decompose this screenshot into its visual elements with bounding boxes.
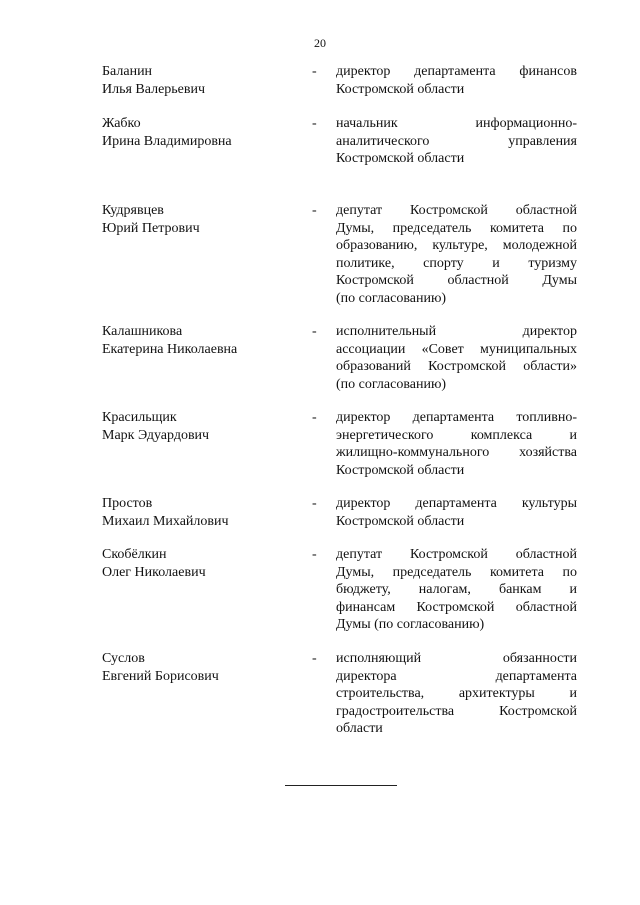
- role-line: Костромской области: [336, 462, 465, 478]
- role-line: исполняющий обязанности: [336, 651, 577, 666]
- member-given-name: Екатерина Николаевна: [102, 341, 238, 357]
- separator-dash: -: [312, 496, 317, 511]
- member-given-name: Олег Николаевич: [102, 564, 206, 580]
- member-name: [102, 546, 307, 581]
- role-line: жилищно-коммунального хозяйства: [336, 445, 577, 460]
- role-line: (по согласованию): [336, 290, 447, 306]
- role-line: образований Костромской области»: [336, 359, 577, 374]
- role-line: Думы, председатель комитета по: [336, 564, 577, 580]
- role-line: энергетического комплекса и: [336, 427, 577, 443]
- role-line: депутат Костромской областной: [336, 547, 577, 562]
- role-line: исполнительный директор: [336, 324, 577, 339]
- role-line: области: [336, 721, 383, 736]
- role-line: политике, спорту и туризму: [336, 255, 577, 271]
- member-role: [336, 115, 577, 168]
- member-role: [336, 63, 577, 98]
- member-role: [336, 323, 577, 393]
- role-line: директор департамента культуры: [336, 496, 577, 511]
- role-line: ассоциации «Совет муниципальных: [336, 341, 577, 357]
- member-given-name: Михаил Михайлович: [102, 513, 229, 529]
- member-surname: Жабко: [102, 116, 141, 131]
- member-name: [102, 202, 307, 237]
- role-line: депутат Костромской областной: [336, 203, 577, 218]
- member-surname: Скобёлкин: [102, 547, 167, 562]
- separator-dash: -: [312, 651, 317, 666]
- separator-dash: -: [312, 203, 317, 218]
- member-name: [102, 323, 307, 358]
- member-given-name: Евгений Борисович: [102, 668, 219, 684]
- role-line: Костромской области: [336, 151, 465, 166]
- separator-dash: -: [312, 116, 317, 131]
- member-name: [102, 409, 307, 444]
- role-line: строительства, архитектуры и: [336, 686, 577, 701]
- member-name: [102, 650, 307, 685]
- separator-dash: -: [312, 324, 317, 339]
- member-role: [336, 546, 577, 634]
- role-line: директор департамента финансов: [336, 64, 577, 79]
- role-line: Костромской областной Думы: [336, 273, 577, 288]
- member-surname: Суслов: [102, 651, 145, 666]
- member-role: [336, 202, 577, 307]
- separator-dash: -: [312, 410, 317, 425]
- role-line: Костромской области: [336, 81, 465, 97]
- role-line: аналитического управления: [336, 133, 577, 149]
- separator-dash: -: [312, 547, 317, 562]
- member-given-name: Марк Эдуардович: [102, 427, 210, 443]
- member-name: [102, 115, 307, 150]
- member-surname: Кудрявцев: [102, 203, 164, 218]
- member-role: [336, 409, 577, 479]
- member-surname: Красильщик: [102, 410, 177, 425]
- role-line: градостроительства Костромской: [336, 703, 577, 719]
- end-of-list-rule: [285, 785, 397, 786]
- role-line: директор департамента топливно-: [336, 410, 577, 425]
- member-role: [336, 650, 577, 738]
- role-line: Костромской области: [336, 513, 465, 529]
- member-surname: Калашникова: [102, 324, 183, 339]
- role-line: директора департамента: [336, 668, 577, 684]
- member-given-name: Ирина Владимировна: [102, 133, 232, 149]
- role-line: Думы, председатель комитета по: [336, 220, 577, 236]
- member-surname: Баланин: [102, 64, 153, 79]
- page-number: 20: [314, 36, 326, 50]
- separator-dash: -: [312, 64, 317, 79]
- member-role: [336, 495, 577, 530]
- role-line: финансам Костромской областной: [336, 599, 577, 615]
- member-given-name: Юрий Петрович: [102, 220, 200, 236]
- role-line: образованию, культуре, молодежной: [336, 238, 577, 253]
- member-given-name: Илья Валерьевич: [102, 81, 206, 97]
- role-line: (по согласованию): [336, 376, 447, 392]
- role-line: Думы (по согласованию): [336, 617, 485, 632]
- role-line: начальник информационно-: [336, 116, 577, 131]
- member-name: [102, 495, 307, 530]
- role-line: бюджету, налогам, банкам и: [336, 582, 577, 597]
- member-name: [102, 63, 307, 98]
- member-surname: Простов: [102, 496, 153, 511]
